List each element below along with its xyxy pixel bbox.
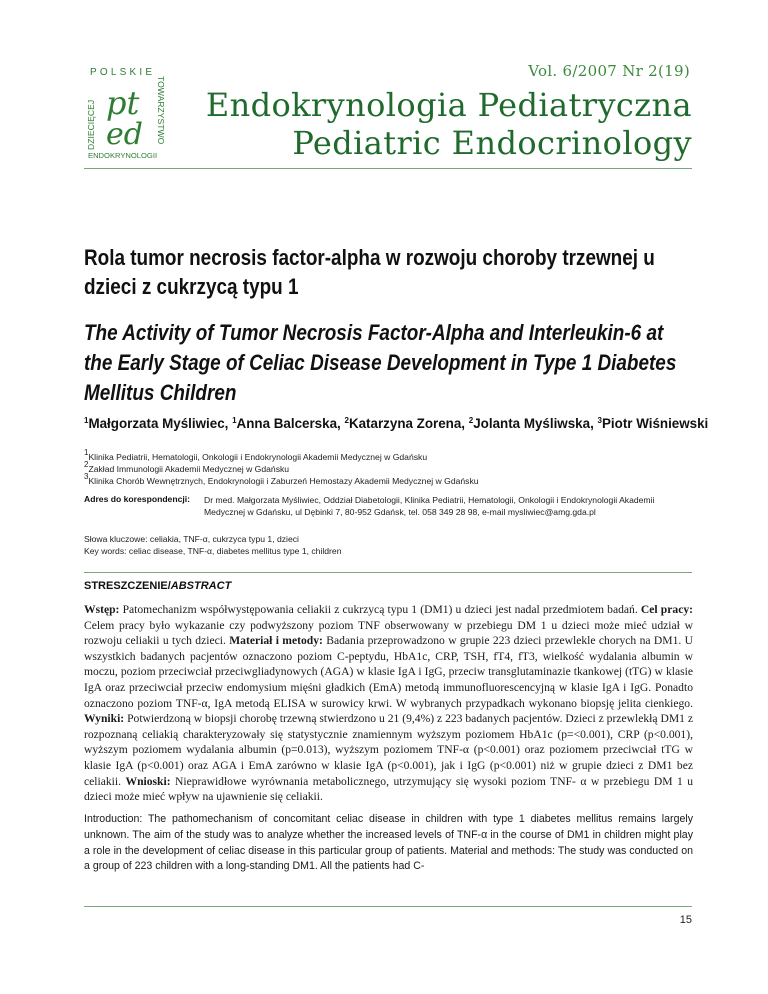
abstract-intro-label: Wstęp: [84,603,120,616]
abstract-heading-en: ABSTRACT [170,580,232,592]
logo-graphic [84,64,168,160]
journal-title-en: Pediatric Endocrinology [292,124,692,162]
footer-divider [84,906,692,907]
header-divider [84,168,692,169]
author-name: Anna Balcerska, [236,416,341,431]
correspondence-label: Adres do korespondencji: [84,494,191,504]
abstract-en: Introduction: The pathomechanism of concomitant celiac disease in children with type 1 diabetes mellitus remains largely unknown. The aim of the study was to analyze whether the increased levels of TNF-α in the course of DM1 in children might play a role in the development of celiac disease in this particular group of patients. Material and methods: The study was conducted on a group of 223 children with a long-standing DM1. All the patients had C- [84,813,693,873]
affiliation-sup: 1 [84,448,89,457]
keywords-pl: Słowa kluczowe: celiakia, TNF-α, cukrzyca typu 1, dzieci [84,534,299,544]
correspondence-address: Dr med. Małgorzata Myśliwiec, Oddział Diabetologii, Klinika Pediatrii, Hematologii, Onkologii i Endokrynologii Akademii Medycznej w Gdańsku, ul Dębinki 7, 80-952 Gdańsk, tel. 058 349 28 98, e-mail mysliwiec@amg.gda.pl [204,495,655,517]
abstract-conclusions-label: Wnioski: [125,774,171,788]
abstract-methods: Badania przeprowadzono w grupie 223 dzieci przewlekle chorych na DM1. U wszystkich badanych pacjentów oznaczono poziom C-peptydu, HbA1c, CRP, TSH, fT4, fT3, wielkość wydalania albumin w moczu, poziom przeciwciał przeciwgliadynowych (AGA) w klasie IgA i IgG, przeciw transglutaminazie tkankowej (tTG) w klasie IgA oraz przeciwciał przeciw endomysium mięśni gładkich (EmA) metodą immunofluorescencyjną w klasie IgA i IgG. Ponadto oznaczono poziom TNF-α, IgA metodą ELISA w surowicy krwi. W wybranych przypadkach wykonano biopsję jelita cienkiego. [84,634,693,710]
author-sup: 1 [84,416,89,425]
logo-text-left: DZIECIĘCEJ [86,99,96,150]
volume-info: Vol. 6/2007 Nr 2(19) [528,62,690,80]
article-title-pl: Rola tumor necrosis factor-alpha w rozwoju choroby trzewnej u dzieci z cukrzycą typu 1 [84,245,655,299]
logo-text-top: POLSKIE [90,67,156,78]
abstract-aim: Celem pracy było wykazanie czy podwyższony poziom TNF obserwowany w przebiegu DM 1 u dzieci może mieć udział w rozwoju celiakii u tych dzieci. [84,618,693,648]
affiliation [84,472,479,486]
abstract-divider [84,572,692,573]
abstract-conclusions: Nieprawidłowe wyrównania metabolicznego, utrzymujący się wysoki poziom TNF- α w przebiegu DM 1 u dzieci może mieć wpływ na ujawnienie się celiakii. [84,774,693,804]
author-name: Piotr Wiśniewski [601,416,709,431]
author-sup: 1 [232,416,237,425]
author-name: Jolanta Myśliwska, [473,416,594,431]
abstract-results: Potwierdzoną w biopsji chorobę trzewną stwierdzono u 21 (9,4%) z 223 badanych pacjentów. Dzieci z przewlekłą DM1 z rozpoznaną celiakią charakteryzowały się statystycznie znamiennym wyższym poziomem HbA1c (p=<0.001), CRP (p<0.001), wyższym poziomem wydalania albumin (p=0.013), wyższym poziomem TNF-α (p<0.001) oraz poziomem przeciwciał tTG w klasie IgA (p<0.001) oraz AGA i EmA zarówno w klasie IgA (p<0.001), jak i IgG (p<0.001) niż w grupie dzieci z DM1 bez celiakii. [84,712,693,788]
abstract-aim-label: Cel pracy: [640,603,693,616]
author-sup: 3 [597,416,602,425]
abstract-heading-pl: STRESZCZENIE/ [84,580,171,592]
logo-monogram-bottom: ed [106,117,143,152]
logo-text-bottom: ENDOKRYNOLOGII [88,151,158,160]
affiliation-text: Klinika Chorób Wewnętrznych, Endokrynologii i Zaburzeń Hemostazy Akademii Medycznej w Gdańsku [88,476,479,486]
affiliation-text: Zakład Immunologii Akademii Medycznej w Gdańsku [88,464,290,474]
logo-text-right: TOWARZYSTWO [156,76,166,145]
abstract-intro: Patomechanizm współwystępowania celiakii z cukrzycą typu 1 (DM1) u dzieci jest nadal przedmiotem badań. [119,603,641,616]
affiliation-sup: 2 [84,460,89,469]
keywords-en: Key words: celiac disease, TNF-α, diabetes mellitus type 1, children [84,546,342,556]
author-sup: 2 [344,416,349,425]
affiliation-text: Klinika Pediatrii, Hematologii, Onkologii i Endokrynologii Akademii Medycznej w Gdańsku [88,452,428,462]
page-number: 15 [679,914,692,926]
logo-monogram-top: pt [106,84,140,122]
affiliation-sup: 3 [84,472,89,481]
journal-logo [84,64,168,160]
author-name: Małgorzata Myśliwiec, [88,416,229,431]
abstract-methods-label: Materiał i metody: [229,634,323,648]
article-title-en: The Activity of Tumor Necrosis Factor-Alpha and Interleukin-6 at the Early Stage of Celiac Disease Development in Type 1 Diabetes Mellitus Children [84,320,677,405]
author-sup: 2 [468,416,474,425]
author-list [84,416,708,431]
abstract-pl [84,602,693,805]
abstract-heading [84,580,231,592]
author-name: Katarzyna Zorena, [348,416,466,431]
journal-title-pl: Endokrynologia Pediatryczna [205,86,692,124]
abstract-results-label: Wyniki: [84,712,125,726]
